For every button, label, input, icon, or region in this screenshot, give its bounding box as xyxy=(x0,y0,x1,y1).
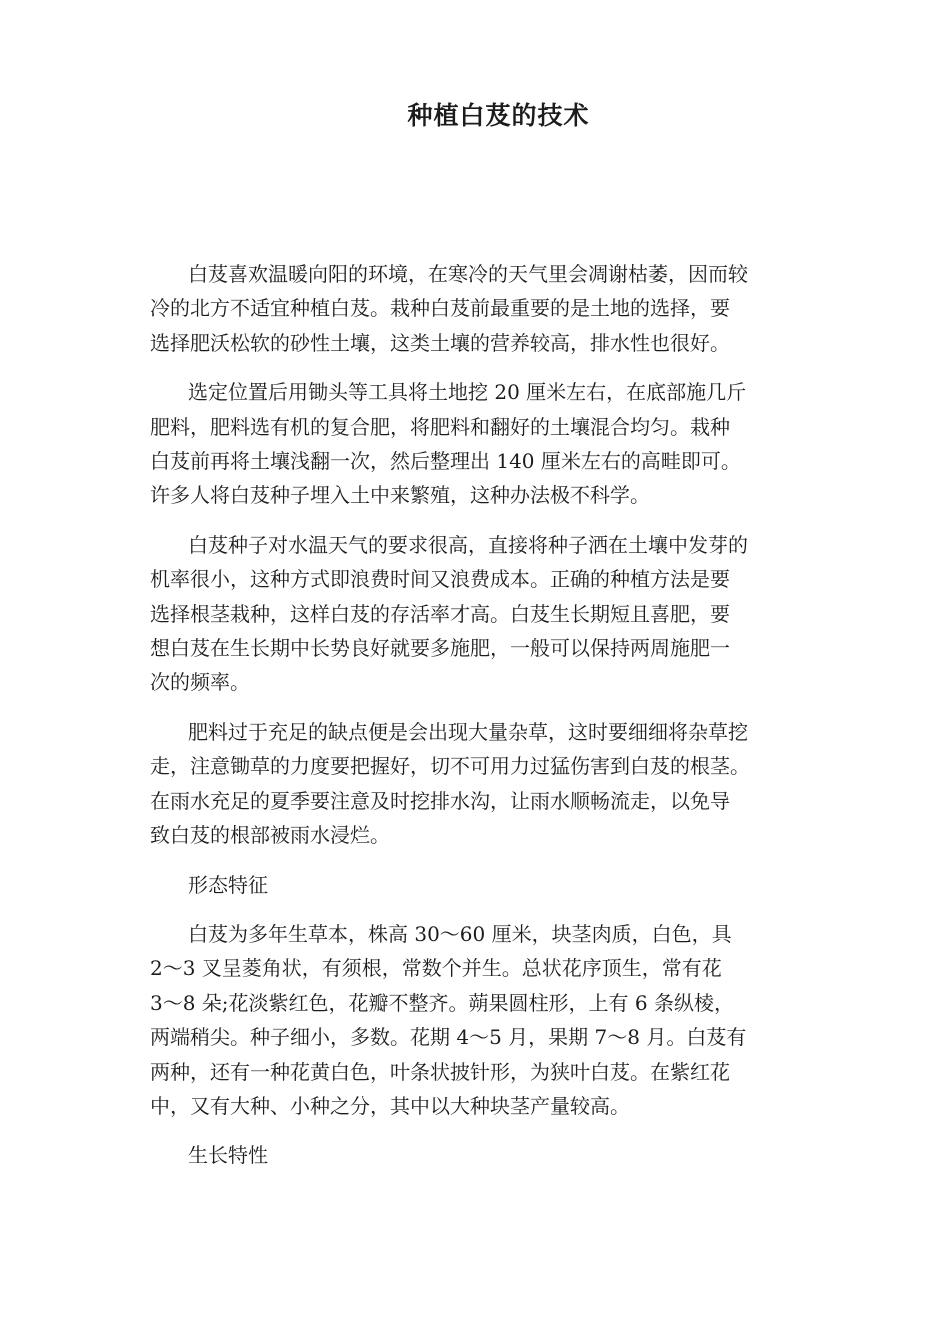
text-line: 次的频率。 xyxy=(150,670,250,695)
text-line: 选择根茎栽种，这样白芨的存活率才高。白芨生长期短且喜肥，要 xyxy=(150,601,730,626)
text-line: 许多人将白芨种子埋入土中来繁殖，这种办法极不科学。 xyxy=(150,483,650,508)
text-line: 肥料过于充足的缺点便是会出现大量杂草，这时要细细将杂草挖 xyxy=(188,719,748,744)
text-line: 中，又有大种、小种之分，其中以大种块茎产量较高。 xyxy=(150,1093,630,1118)
text-line: 两端稍尖。种子细小，多数。花期 4～5 月，果期 7～8 月。白芨有 xyxy=(150,1025,747,1050)
text-line: 在雨水充足的夏季要注意及时挖排水沟，让雨水顺畅流走，以免导 xyxy=(150,788,730,813)
section-heading-growth: 生长特性 xyxy=(188,1143,268,1168)
text-line: 想白芨在生长期中长势良好就要多施肥，一般可以保持两周施肥一 xyxy=(150,636,730,661)
text-line: 白芨喜欢温暖向阳的环境，在寒冷的天气里会凋谢枯萎，因而较 xyxy=(188,262,748,286)
text-line: 白芨种子对水温天气的要求很高，直接将种子洒在土壤中发芽的 xyxy=(188,532,748,557)
text-line: 肥料，肥料选有机的复合肥，将肥料和翻好的土壤混合均匀。栽种 xyxy=(150,414,730,439)
text-line: 白芨前再将土壤浅翻一次，然后整理出 140 厘米左右的高畦即可。 xyxy=(150,449,741,474)
text-line: 两种，还有一种花黄白色，叶条状披针形，为狭叶白芨。在紫红花 xyxy=(150,1059,730,1084)
document-title: 种植白芨的技术 xyxy=(407,101,590,130)
paragraph-planting-method xyxy=(150,528,820,700)
text-line: 3～8 朵;花淡紫红色，花瓣不整齐。蒴果圆柱形，上有 6 条纵棱， xyxy=(150,990,734,1015)
text-line: 2～3 叉呈菱角状，有须根，常数个并生。总状花序顶生，常有花 xyxy=(150,956,722,981)
text-line: 机率很小，这种方式即浪费时间又浪费成本。正确的种植方法是要 xyxy=(150,567,730,592)
paragraph-intro xyxy=(150,257,820,360)
paragraph-weeding xyxy=(150,715,820,853)
section-heading-morphology: 形态特征 xyxy=(188,872,268,897)
paragraph-morphology xyxy=(150,917,820,1123)
paragraph-soil-prep xyxy=(150,375,820,513)
text-line: 白芨为多年生草本，株高 30～60 厘米，块茎肉质，白色，具 xyxy=(188,921,732,946)
text-line: 选定位置后用锄头等工具将土地挖 20 厘米左右，在底部施几斤 xyxy=(188,380,747,405)
text-line: 致白芨的根部被雨水浸烂。 xyxy=(150,823,390,848)
text-line: 走，注意锄草的力度要把握好，切不可用力过猛伤害到白芨的根茎。 xyxy=(150,754,750,779)
text-line: 冷的北方不适宜种植白芨。栽种白芨前最重要的是土地的选择，要 xyxy=(150,296,730,321)
document-body xyxy=(150,257,820,1188)
text-line: 选择肥沃松软的砂性土壤，这类土壤的营养较高，排水性也很好。 xyxy=(150,330,730,355)
